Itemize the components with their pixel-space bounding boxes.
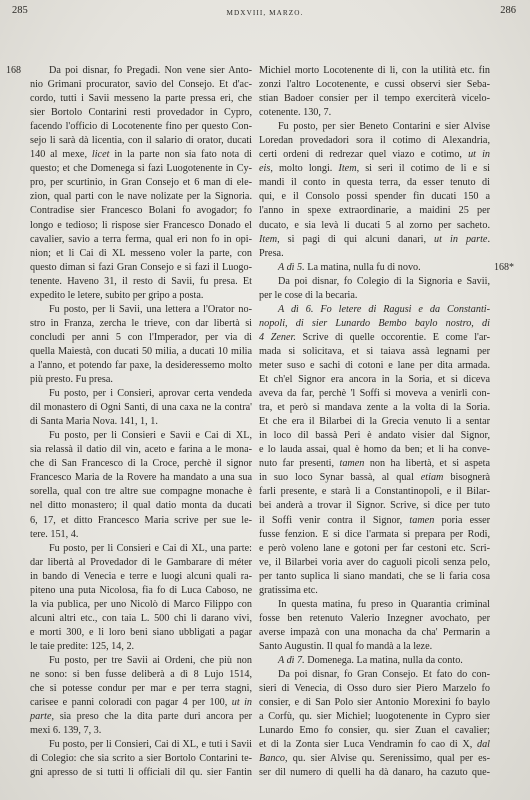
text-line: gni apresso de si tutti li officiali dil qu. sier Fantin bbox=[30, 767, 252, 779]
text-line bbox=[259, 162, 490, 176]
text-run: . bbox=[487, 233, 491, 245]
text-line: di Santa Maria Nova. 141, 1, 1. bbox=[30, 416, 158, 428]
text-line bbox=[259, 317, 490, 331]
italic-text-run: A dì 5. bbox=[278, 261, 305, 273]
text-line: alcuni altri etc., con taia L. 500 chi li darano vivi, bbox=[30, 612, 252, 624]
text-line: Lunardo Emo fo consier, qu. sier Zuan el cavalier; bbox=[259, 725, 490, 737]
text-line: più presto. Fu presa. bbox=[30, 374, 113, 386]
italic-text-run: Item bbox=[259, 233, 278, 245]
italic-text-run: ut in parte bbox=[434, 233, 488, 245]
text-line: e però voleno lane e gotoni per far cestoni etc. Scri- bbox=[259, 542, 490, 554]
text-line: consier, e di San Polo sier Antonio Morexini fo baylo bbox=[259, 697, 490, 709]
text-run: carisee e panni coloradi con pagar 4 per 100, bbox=[30, 697, 232, 709]
text-line: nion; et li Cai di XL messeno voler la parte, con bbox=[30, 247, 252, 259]
text-line: questo; et che Domenega si fazi Luogotenente in Cy- bbox=[30, 163, 252, 175]
text-line: sejo li sarà dà licentia, con il salario di orator, ducati bbox=[30, 135, 252, 147]
paragraph bbox=[259, 120, 490, 260]
paragraph bbox=[259, 64, 490, 120]
italic-text-run: Banco bbox=[259, 753, 286, 765]
italic-text-run: 4 Zener. bbox=[259, 331, 296, 343]
text-line bbox=[30, 148, 252, 162]
paragraph bbox=[30, 64, 252, 303]
italic-text-run: dal bbox=[476, 739, 490, 751]
text-run: il Soffi venir contra il Signor, bbox=[259, 514, 410, 526]
text-line: di Colegio: che sia scrito a sier Bortolo Contarini te- bbox=[30, 753, 252, 765]
italic-text-run: eis bbox=[259, 163, 271, 175]
text-line: in loco dil bassà Peri è andato visier dal Signor, bbox=[259, 430, 490, 442]
text-line: in bando di Venecia e terre e luogi alcuni quali ra- bbox=[30, 570, 252, 582]
paragraph bbox=[30, 654, 252, 738]
italic-text-run: A dì 6. Fo letere di Ragusi e da Constanti- bbox=[278, 303, 490, 315]
text-line: sorella, qual con tre altre sue compagne monache è bbox=[30, 486, 252, 498]
text-line bbox=[259, 471, 490, 485]
text-line: Presa. bbox=[259, 247, 284, 259]
text-line: farli presente, e starà li a Constantinopoli, e il Bilar- bbox=[259, 486, 490, 498]
text-line: ne sono: si ben fusse deliberà a dì 8 Lujo 1514, bbox=[30, 669, 252, 681]
text-line: questo diman si fazi Gran Consejo e si fazi il Luogo- bbox=[30, 261, 252, 273]
text-run: , si seri il cotimo de li e si bbox=[356, 163, 490, 175]
paragraph bbox=[30, 429, 252, 541]
text-line: longo e tedioso; li rispose sier Francesco Donado el bbox=[30, 219, 252, 231]
text-line bbox=[259, 303, 490, 317]
text-run: , molto longi. bbox=[270, 163, 339, 175]
text-line: a Corfù, qu. sier Michiel; luogotenente in Cypro sier bbox=[259, 711, 490, 723]
text-line: nio Grimani procurator, savio del Consejo. Et d'ac- bbox=[30, 79, 252, 91]
text-run: La matina, nulla fu di novo. bbox=[304, 261, 421, 273]
text-line bbox=[259, 261, 490, 275]
text-line: meter suso e sachi di cotoni e lane per dita armada. bbox=[259, 359, 490, 371]
text-line: tere. 151, 4. bbox=[30, 528, 79, 540]
text-line: Fu posto, per li Consieri e Savii e Cai di XL, bbox=[49, 430, 252, 442]
text-line: 6, 17, et ditto Francesco Maria scrive per sue le- bbox=[30, 514, 252, 526]
text-line: Fu posto, per tre Savii ai Ordeni, che più non bbox=[49, 654, 252, 666]
text-line bbox=[30, 710, 252, 724]
text-line: dar libertà al Provedador di le Gambarare di méter bbox=[30, 556, 252, 568]
text-line: qui, e il Consolo possi spender fin ducati 150 a bbox=[259, 191, 490, 203]
text-run: Domenega. La matina, nulla da conto. bbox=[304, 654, 463, 666]
text-line: nel ditto monastero; il qual datio monta da ducati bbox=[30, 500, 252, 512]
text-line: tra, et però si mandava zente a la volta di la Soria. bbox=[259, 402, 490, 414]
text-line: quella Maiestà, con ducati 50 milia, a ducati 10 milia bbox=[30, 345, 252, 357]
text-line: sier Bortolo Contarini resti provedador in Cypro, bbox=[30, 107, 252, 119]
text-line: Fu posto, per sier Beneto Contarini e sier Alvise bbox=[278, 121, 490, 133]
text-line: Da poi disnar, fo Colegio di la Signoria e Savii, bbox=[278, 275, 490, 287]
text-line: stro in Franza, zercha le trieve, con dar libertà si bbox=[30, 317, 252, 329]
text-line: e morti 300, e li loro beni siano ubbligati a pagar bbox=[30, 626, 252, 638]
text-line: per tanto suplica li siano mandati, che se li faria cosa bbox=[259, 570, 490, 582]
text-line bbox=[259, 331, 490, 345]
text-line: per le cose di la becaria. bbox=[259, 289, 358, 301]
text-line: Fu posto, per li Consieri e Cai di XL, una parte: bbox=[49, 542, 252, 554]
paragraph bbox=[259, 598, 490, 654]
text-run: , qu. sier Alvise qu. Serenissimo, qual per es- bbox=[285, 753, 490, 765]
text-line bbox=[259, 457, 490, 471]
text-line: piteno una puta Nicolosa, fia fo di Luca Caboso, ne bbox=[30, 584, 252, 596]
italic-text-run: parte bbox=[30, 711, 52, 723]
text-line: Da poi disnar, fo Pregadi. Non vene sier Anto- bbox=[49, 65, 252, 76]
running-head: MDXVIII, MARZO. bbox=[226, 9, 304, 17]
text-line: ser dil numero di quelli ha dà danaro, ha cazuto que- bbox=[259, 767, 490, 779]
text-run: et di la Zonta sier Luca Vendramin fo cao di X, bbox=[259, 739, 477, 751]
text-line: le taie predite: 125, 14, 2. bbox=[30, 640, 135, 652]
text-line: expedito le letere, subito per gripo a posta. bbox=[30, 289, 204, 301]
text-run: in suo loco Synar bassà, al qual bbox=[259, 472, 421, 484]
text-line bbox=[259, 148, 490, 162]
text-line: mandi il conto in questa terra, da esser tenuto di bbox=[259, 177, 490, 189]
italic-text-run: etiam bbox=[420, 472, 444, 484]
text-line: Et ch'el Signor era ancora in la Soria, et si diceva bbox=[259, 374, 490, 386]
text-line: fusse fenzion. E si dice l'armata si prepara per Rodi, bbox=[259, 528, 490, 540]
text-run: 140 al mexe, bbox=[30, 149, 92, 161]
text-line: Et che era il Bilarbei di la Grecia venuto li a sentar bbox=[259, 416, 490, 428]
text-line: gratissima etc. bbox=[259, 584, 318, 596]
paragraph bbox=[30, 542, 252, 654]
paragraph bbox=[259, 654, 490, 668]
text-line: Francesco Maria de la Rovere ha mandato a una sua bbox=[30, 472, 252, 484]
text-line: sia relassà il datio dil vin, aceto e farina a le mona- bbox=[30, 444, 252, 456]
text-line: cotenente. 130, 7. bbox=[259, 107, 332, 119]
page-number-right: 286 bbox=[500, 5, 516, 16]
italic-text-run: tamen bbox=[339, 458, 365, 470]
paragraph bbox=[30, 738, 252, 780]
text-line: a l'anno, et potendo far paxe, la desideressemo molto bbox=[30, 359, 252, 371]
text-run: , si pagi di qui alcuni danari, bbox=[277, 233, 435, 245]
text-line: che di San Francesco di la Croce, perchè il signor bbox=[30, 458, 252, 470]
paragraph bbox=[30, 387, 252, 429]
text-run: nuto far presenti, bbox=[259, 458, 340, 470]
text-line: Da poi disnar, fo Gran Consejo. Et fato do con- bbox=[278, 669, 490, 681]
text-run: , sia preso che la dita parte duri ancora per bbox=[51, 711, 252, 723]
italic-text-run: A dì 7. bbox=[278, 654, 305, 666]
margin-note-right: 168* bbox=[494, 261, 514, 273]
italic-text-run: ut in bbox=[468, 149, 490, 161]
paragraph bbox=[259, 261, 490, 275]
text-line: Loredan provedadori sora il cotimo di Alexandria, bbox=[259, 135, 490, 147]
text-line: Fu posto, per li Consieri, Cai di XL, e tuti i Savii bbox=[49, 739, 252, 751]
text-line: Michiel morto Locotenente di li, con la utilità etc. fin bbox=[259, 65, 490, 76]
text-line bbox=[259, 654, 490, 668]
text-run: certi ordeni di redrezar quel viazo e cotimo, bbox=[259, 149, 469, 161]
text-line: Fu posto, per i Consieri, aprovar certa vendeda bbox=[49, 388, 252, 400]
paragraph bbox=[259, 303, 490, 598]
text-line: ducato, e sia levà li ducati 5 al zorno per sacheto. bbox=[259, 219, 490, 231]
text-line: bei anderà a trovar il Signor. Scrive, si dice per tuto bbox=[259, 500, 490, 512]
text-line: fosse ben retenuto Valerio Inzegner avochato, per bbox=[259, 612, 490, 624]
page-number-left: 285 bbox=[12, 5, 28, 16]
text-line: la via publica, per uno Nicolò di Marco Filippo con bbox=[30, 598, 252, 610]
text-line: mada si solicitava, et si taiava assà legnami per bbox=[259, 345, 490, 357]
text-line: Santo Augustin. Il qual fo mandà a la leze. bbox=[259, 640, 433, 652]
italic-text-run: tamen bbox=[409, 514, 435, 526]
text-line: averse impazà con una monacha da cha' Permarin a bbox=[259, 626, 490, 638]
text-column-left bbox=[30, 64, 252, 780]
italic-text-run: Item bbox=[338, 163, 357, 175]
text-line: Fu posto, per li Savii, una lettera a l'Orator no- bbox=[49, 303, 252, 315]
italic-text-run: licet bbox=[91, 149, 110, 161]
text-line bbox=[259, 738, 490, 752]
text-line: mexi 6. 139, 7, 3. bbox=[30, 725, 102, 737]
text-column-right bbox=[259, 64, 490, 780]
text-line: aveva da far, perchè 'l Soffi si moveva a venirli con- bbox=[259, 388, 490, 400]
text-run: in la parte non sia fato nota di bbox=[109, 149, 252, 161]
margin-note-left: 168 bbox=[6, 65, 21, 76]
text-run: Scrive di quelle occorentie. E come l'ar- bbox=[295, 331, 490, 343]
text-line: cordo, tutti i Savii messeno la parte pressa eri, che bbox=[30, 93, 252, 105]
paragraph bbox=[259, 275, 490, 303]
text-line: stian Badoer consier per il tempo exerciterà vicelo- bbox=[259, 93, 490, 105]
text-line: In questa matina, fu preso in Quarantia criminal bbox=[278, 598, 490, 610]
text-line: e lo lauda assai, qual è homo da ben; et li ha conve- bbox=[259, 444, 490, 456]
text-run: bisognerà bbox=[443, 472, 490, 484]
text-line: sieri di Venecia, di Osso duro sier Piero Marzelo fo bbox=[259, 683, 490, 695]
text-line: ve, il Bilarbei voria aver do caguoli picoli senza pelo, bbox=[259, 556, 490, 568]
text-line: Contradise sier Francesco Bolani fo avogador; fo bbox=[30, 205, 252, 217]
text-line bbox=[30, 696, 252, 710]
text-line: zonzi l'altro Locotenente, e cussi observi sier Seba- bbox=[259, 79, 490, 91]
text-line: che si potesse condur per mar e per terra stagni, bbox=[30, 683, 252, 695]
text-line bbox=[259, 752, 490, 766]
italic-text-run: nopoli, di sier Lunardo Bembo baylo nostro, di bbox=[259, 317, 490, 329]
text-line: facendo l'officio di Locotenente fino per questo Con- bbox=[30, 121, 252, 133]
text-run: non ha libertà, et si aspeta bbox=[364, 458, 490, 470]
text-line: pro, per scurtinio, in Gran Consejo et 6 man di ele- bbox=[30, 177, 252, 189]
text-line bbox=[259, 233, 490, 247]
text-line: zion, qual parti con le nave nolizate per la Signoria. bbox=[30, 191, 252, 203]
text-line: l'anno in spexe extraordinarie, a maidini 25 per bbox=[259, 205, 490, 217]
text-line: tenente. Haveno 31, il resto di Savii, fu presa. Et bbox=[30, 275, 252, 287]
text-line: dil monastero di Ogni Santi, di una caxa ne la contra' bbox=[30, 402, 252, 414]
text-line: cavalier, savio a terra ferma, qual eri non fo in opi- bbox=[30, 233, 252, 245]
italic-text-run: ut in bbox=[231, 697, 252, 709]
text-run: poria esser bbox=[434, 514, 490, 526]
paragraph bbox=[259, 668, 490, 780]
text-line: concludi per anni 5 con l'Imperador, per via di bbox=[30, 331, 252, 343]
text-line bbox=[259, 514, 490, 528]
paragraph bbox=[30, 303, 252, 387]
